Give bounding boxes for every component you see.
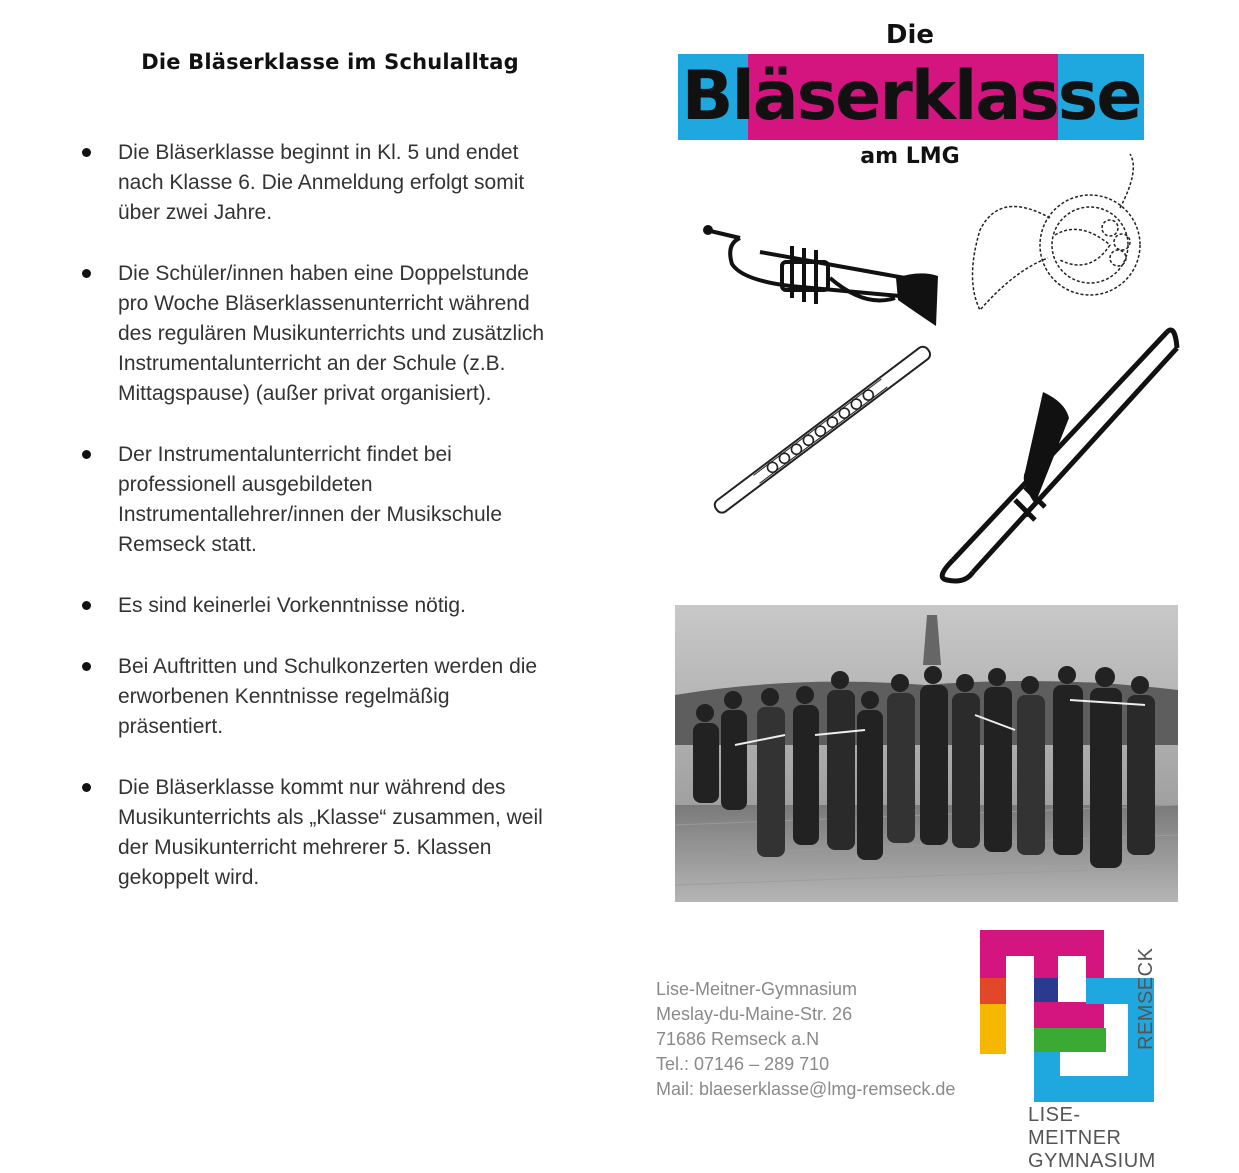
contact-block (656, 977, 986, 1102)
header-die: Die (885, 20, 935, 50)
section-title: Die Bläserklasse im Schulalltag (141, 50, 519, 74)
trumpet-icon (700, 218, 945, 333)
bullet-line: Remseck statt. (118, 533, 257, 556)
bullet-dot-icon (82, 601, 91, 610)
bullet-line: Die Schüler/innen haben eine Doppelstunde (118, 262, 529, 285)
bullet-dot-icon (82, 450, 91, 459)
bullet-line: Der Instrumentalunterricht findet bei (118, 443, 452, 466)
logo-line2: GYMNASIUM (1028, 1150, 1156, 1172)
bullet-line: der Musikunterricht mehrerer 5. Klassen (118, 836, 492, 859)
bullet-item (80, 591, 600, 621)
bullet-item (80, 259, 600, 409)
header-subtitle: am LMG (860, 144, 960, 169)
flute-icon (700, 345, 945, 515)
bullet-line: Musikunterrichts als „Klasse“ zusammen, weil (118, 806, 543, 829)
bullet-line: präsentiert. (118, 715, 224, 738)
bullet-dot-icon (82, 662, 91, 671)
header-band (678, 54, 1144, 140)
contact-city: 71686 Remseck a.N (656, 1029, 820, 1049)
bullet-line: gekoppelt wird. (118, 866, 260, 889)
bullet-line: professionell ausgebildeten (118, 473, 373, 496)
bullet-line: nach Klasse 6. Die Anmeldung erfolgt somit (118, 171, 525, 194)
trombone-icon (925, 322, 1185, 587)
french-horn-icon (960, 150, 1170, 320)
header-title: Bläserklasse (681, 57, 1141, 136)
bullet-line: pro Woche Bläserklassenunterricht während (118, 292, 530, 315)
logo-line1: LISE-MEITNER (1028, 1104, 1122, 1149)
bullet-item (80, 440, 600, 560)
bullet-line: Die Bläserklasse beginnt in Kl. 5 und endet (118, 141, 519, 164)
group-photo-image (675, 605, 1178, 902)
bullet-line: des regulären Musikunterrichts und zusätzlich (118, 322, 545, 345)
bullet-line: über zwei Jahre. (118, 201, 273, 224)
contact-name: Lise-Meitner-Gymnasium (656, 979, 858, 999)
contact-street: Meslay-du-Maine-Str. 26 (656, 1004, 853, 1024)
bullet-item (80, 652, 600, 742)
bullet-line: Die Bläserklasse kommt nur während des (118, 776, 506, 799)
bullet-line: Bei Auftritten und Schulkonzerten werden die (118, 655, 538, 678)
bullet-item (80, 138, 600, 228)
bullet-line: Es sind keinerlei Vorkenntnisse nötig. (118, 594, 466, 617)
contact-phone: Tel.: 07146 – 289 710 (656, 1054, 830, 1074)
bullet-line: Instrumentalunterricht an der Schule (z.B. (118, 352, 506, 375)
logo-wordmark (1028, 1104, 1168, 1173)
bullet-dot-icon (82, 269, 91, 278)
logo-vertical-text: REMSECK (1135, 947, 1157, 1050)
bullet-line: Mittagspause) (außer privat organisiert). (118, 382, 492, 405)
bullet-list (80, 138, 600, 924)
bullet-dot-icon (82, 148, 91, 157)
contact-mail[interactable]: Mail: blaeserklasse@lmg-remseck.de (656, 1079, 956, 1099)
bullet-line: erworbenen Kenntnisse regelmäßig (118, 685, 450, 708)
bullet-dot-icon (82, 783, 91, 792)
bullet-item (80, 773, 600, 893)
bullet-line: Instrumentallehrer/innen der Musikschule (118, 503, 503, 526)
